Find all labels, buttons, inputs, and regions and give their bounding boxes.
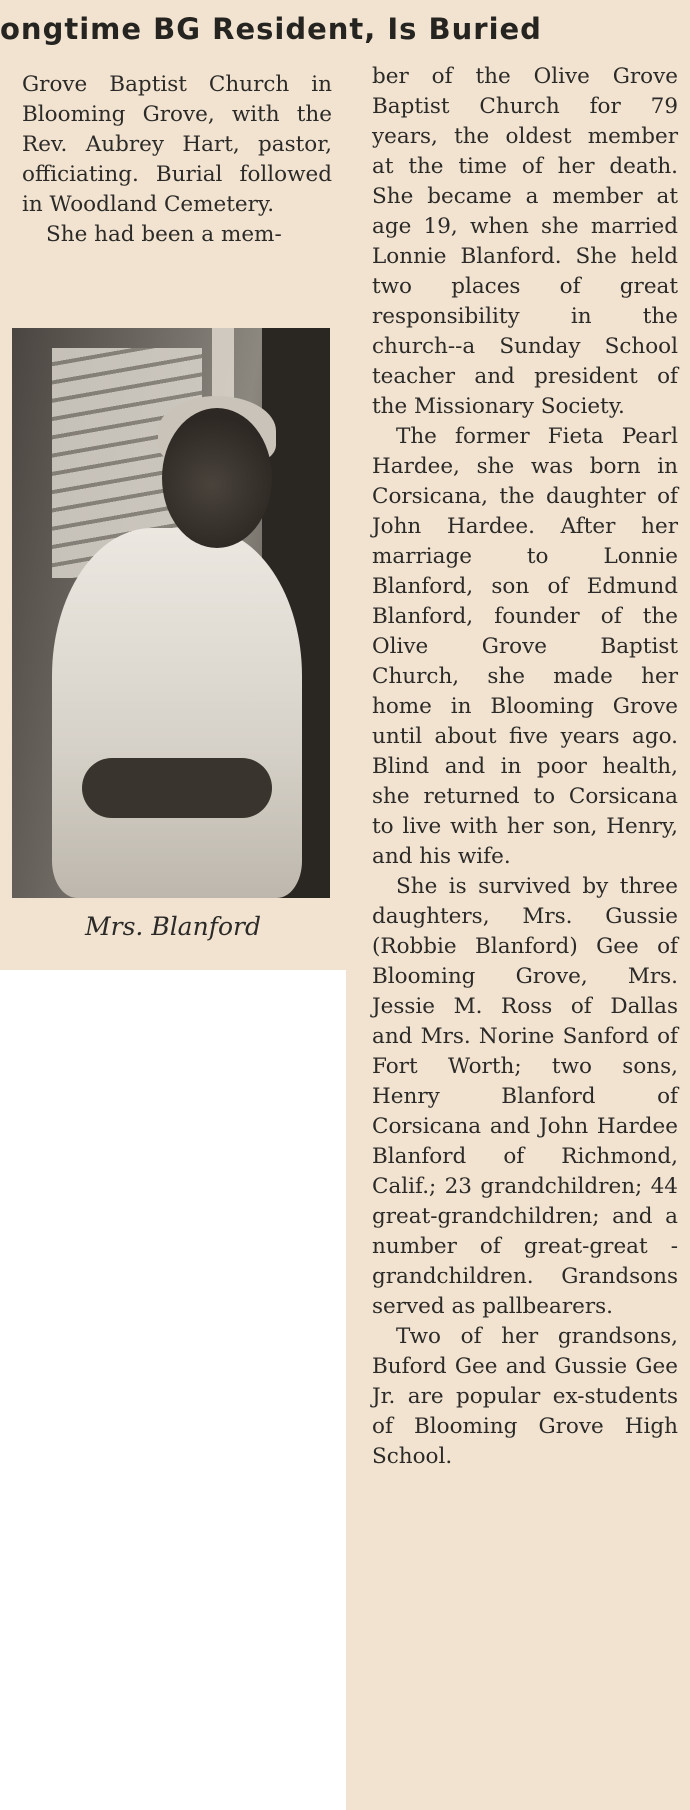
right-paragraph-2: The former Fieta Pearl Hardee, she was born in Corsicana, the daughter of John Hardee. After her marriage to Lonnie Blanford, son of Edmund Blanford, founder of the Olive Grove Baptist Church, she made her home in Blooming Grove until about five years ago. Blind and in poor health, she returned to Corsicana to live with her son, Henry, and his wife. — [372, 424, 678, 869]
right-paragraph-1: ber of the Olive Grove Baptist Church for 79 years, the oldest member at the time of her death. She became a member at age 19, when she married Lonnie Blanford. She held two places of great responsibility in the church--a Sunday School teacher and president of the Missionary Society. — [372, 64, 678, 419]
headline: ongtime BG Resident, Is Buried — [0, 12, 542, 46]
photo-figure-hands — [82, 758, 272, 818]
right-paragraph-4: Two of her grandsons, Buford Gee and Gussie Gee Jr. are popular ex-students of Blooming Grove High School. — [372, 1324, 678, 1469]
photo-figure-body — [52, 528, 302, 898]
portrait-photo — [12, 328, 330, 898]
photo-caption: Mrs. Blanford — [85, 912, 261, 941]
right-paragraph-3: She is survived by three daughters, Mrs. Gussie (Robbie Blanford) Gee of Blooming Grove, Mrs. Jessie M. Ross of Dallas and Mrs. Norine Sanford of Fort Worth; two sons, Henry Blanford of Corsicana and John Hardee Blanford of Richmond, Calif.; 23 grandchildren; 44 great-grandchildren; and a number of great-great - grandchildren. Grandsons served as pallbearers. — [372, 874, 678, 1319]
left-paragraph-1: Grove Baptist Church in Blooming Grove, with the Rev. Aubrey Hart, pastor, officiating. Burial followed in Woodland Cemetery. — [22, 72, 332, 217]
photo-figure-face — [162, 408, 272, 548]
right-column — [372, 62, 678, 1472]
left-column — [22, 70, 332, 250]
left-paragraph-2: She had been a mem- — [46, 222, 282, 247]
